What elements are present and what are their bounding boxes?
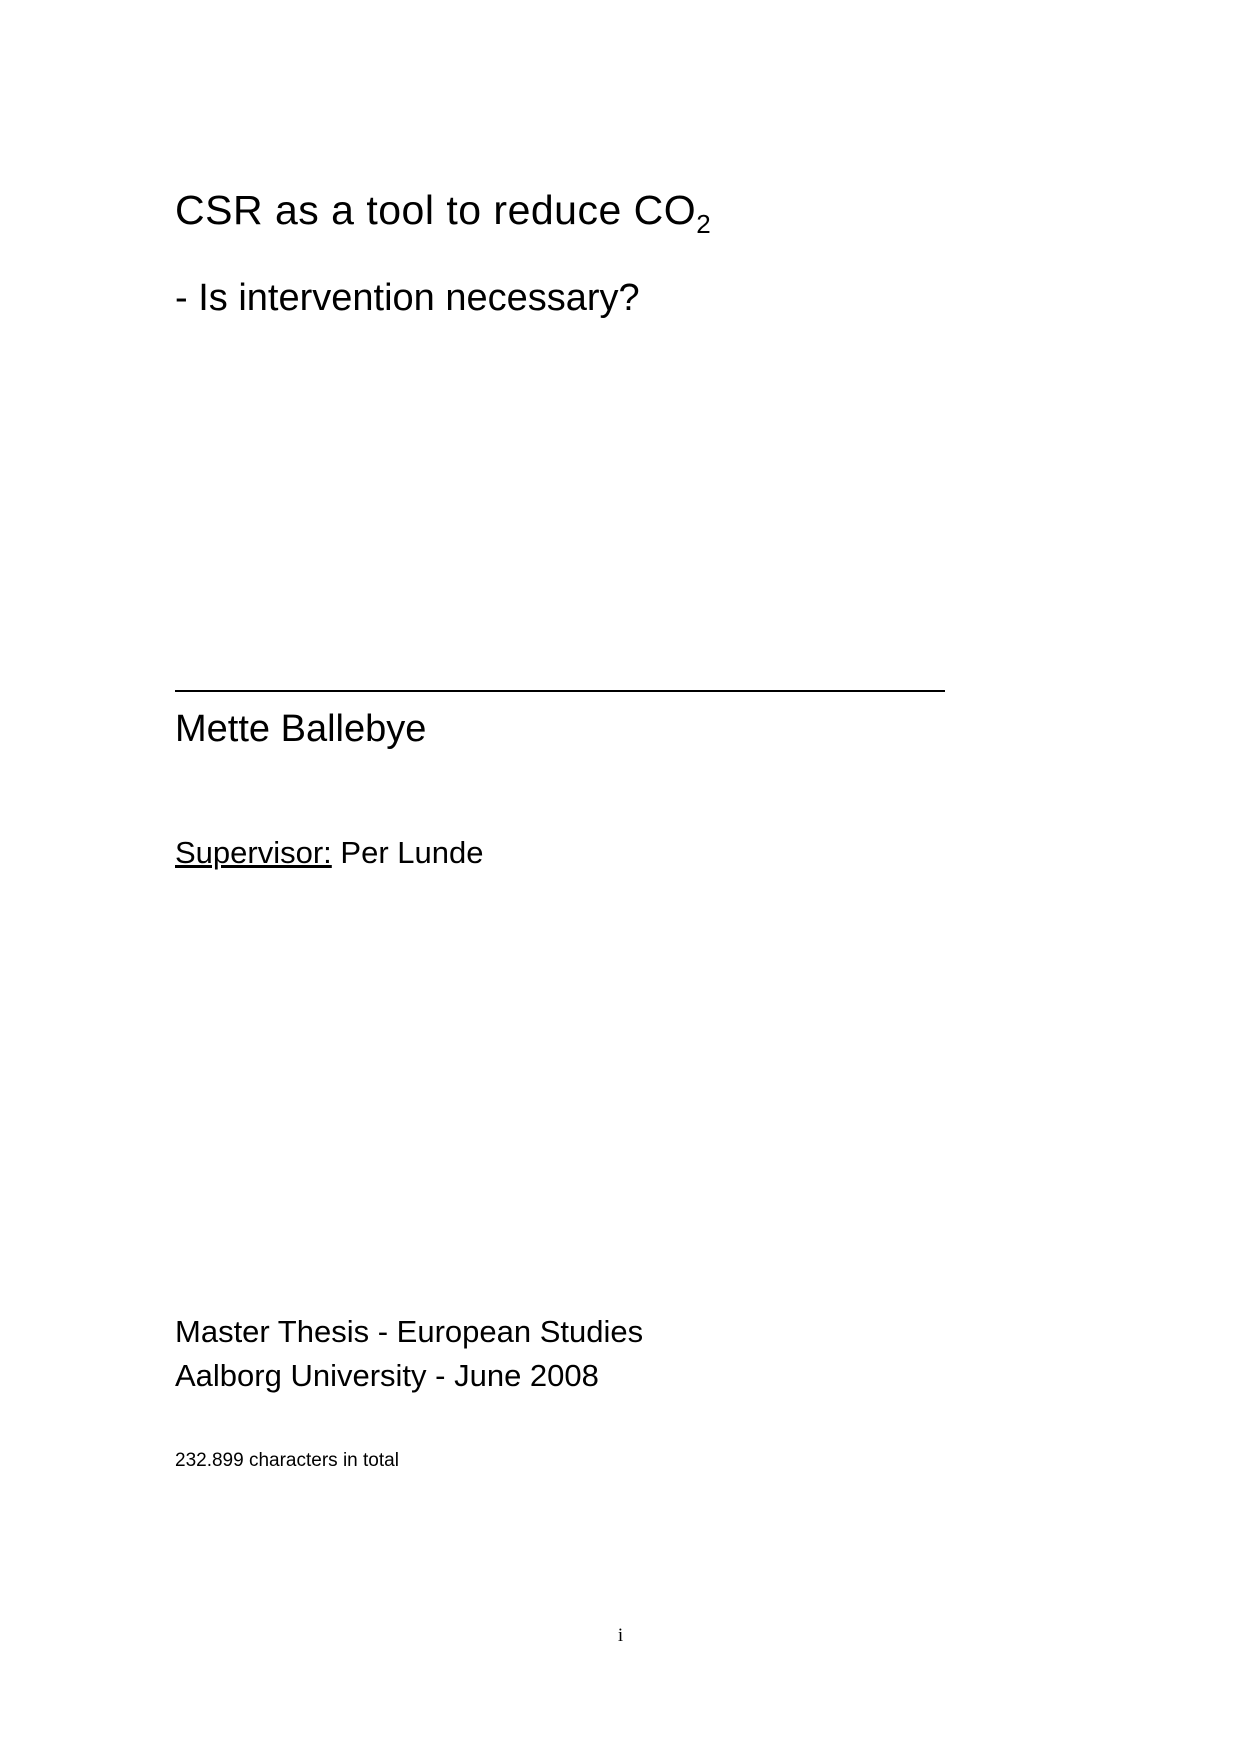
title-subscript: 2 (696, 209, 711, 240)
page-title (175, 187, 711, 240)
program-info (175, 1310, 643, 1398)
institution-line: Aalborg University - June 2008 (175, 1358, 599, 1394)
supervisor-name: Per Lunde (340, 835, 484, 870)
page-number: i (617, 1625, 624, 1646)
author-name: Mette Ballebye (175, 708, 427, 750)
program-line: Master Thesis - European Studies (175, 1314, 644, 1349)
title-main-text: CSR as a tool to reduce CO (175, 187, 697, 234)
title-page-content (175, 0, 1075, 1754)
supervisor-line (175, 835, 483, 871)
character-count: 232.899 characters in total (175, 1450, 399, 1471)
page-subtitle: - Is intervention necessary? (175, 276, 640, 319)
horizontal-divider (175, 690, 945, 692)
supervisor-label: Supervisor: (175, 835, 332, 870)
